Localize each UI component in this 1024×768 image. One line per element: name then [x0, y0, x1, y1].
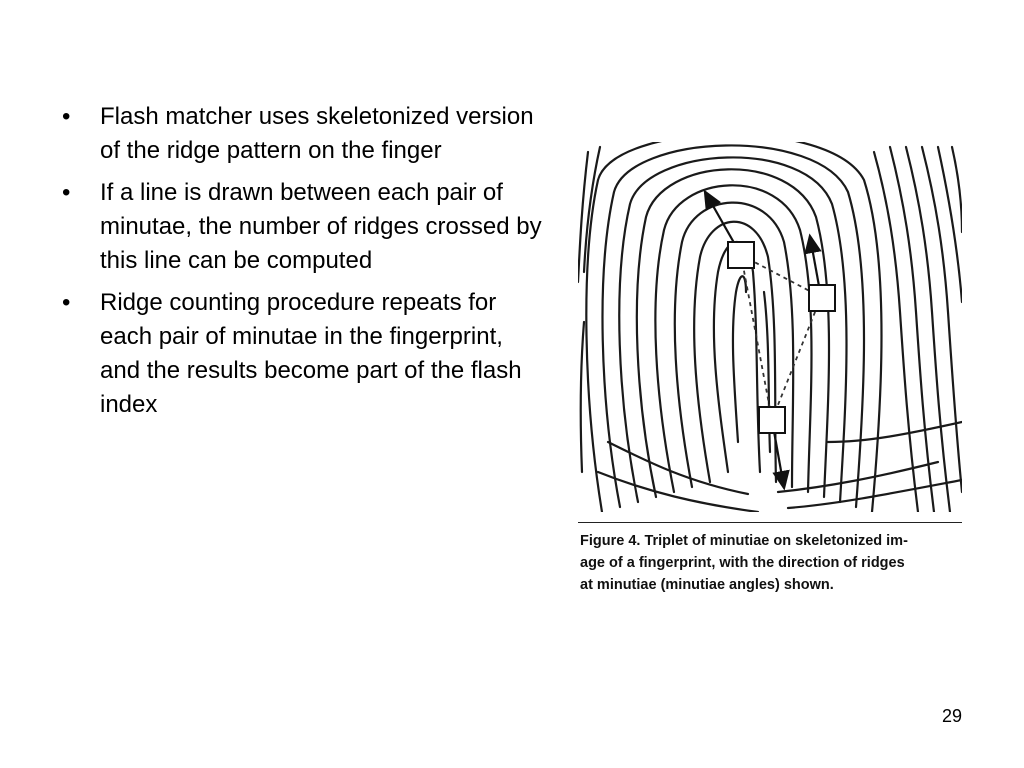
bullet-item — [62, 176, 542, 278]
bullet-item — [62, 286, 542, 422]
minutia-box — [809, 285, 835, 311]
bullet-text: If a line is drawn between each pair of minutae, the number of ridges crossed by this line can be computed — [100, 179, 542, 274]
minutia-box — [759, 407, 785, 433]
bullet-text: Flash matcher uses skeletonized version of the ridge pattern on the finger — [100, 103, 534, 164]
bullet-text: Ridge counting procedure repeats for each pair of minutae in the fingerprint, and the results become part of the flash index — [100, 289, 522, 418]
page-number: 29 — [941, 706, 962, 726]
fingerprint-figure — [578, 142, 962, 602]
minutiae-boxes — [728, 242, 835, 433]
bullet-marker: • — [62, 103, 71, 130]
bullet-list — [62, 100, 542, 430]
bullet-marker: • — [62, 179, 71, 206]
figure-caption: Figure 4. Triplet of minutiae on skeletonized im- age of a fingerprint, with the direction of ridges at minutiae (minutiae angles) shown. — [580, 533, 908, 593]
minutiae-direction-arrows — [708, 197, 821, 482]
minutia-box — [728, 242, 754, 268]
bullet-item — [62, 100, 542, 168]
ridge-lines — [578, 142, 962, 512]
bullet-marker: • — [62, 289, 71, 316]
figure-divider — [578, 522, 962, 523]
fingerprint-image — [578, 142, 962, 522]
